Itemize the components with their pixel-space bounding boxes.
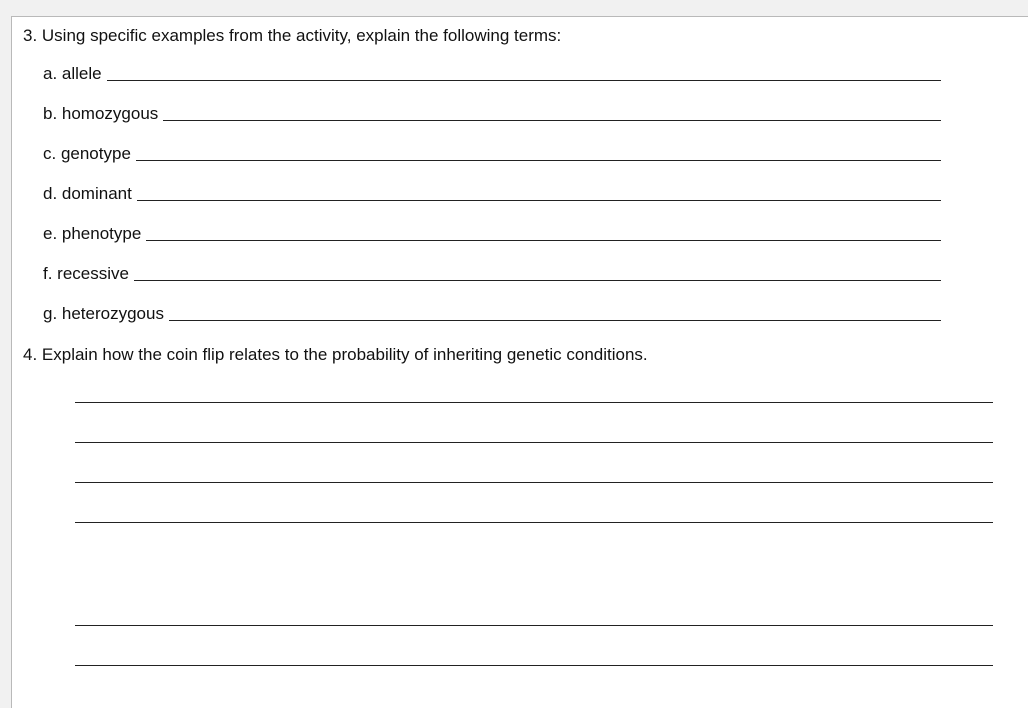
term-label: c. genotype [43,144,131,163]
answer-blank[interactable] [137,200,941,201]
term-label: b. homozygous [43,104,159,123]
answer-line[interactable] [75,442,993,443]
term-heterozygous [43,304,941,324]
answer-blank[interactable] [136,160,941,161]
answer-line[interactable] [75,522,993,523]
term-homozygous [43,104,941,124]
term-label: f. recessive [43,264,129,283]
answer-line[interactable] [75,482,993,483]
worksheet-page [11,16,1028,708]
answer-blank[interactable] [169,320,941,321]
answer-blank[interactable] [107,80,941,81]
answer-blank[interactable] [163,120,941,121]
term-dominant [43,184,941,204]
answer-line[interactable] [75,402,993,403]
term-label: a. allele [43,64,102,83]
term-label: d. dominant [43,184,132,203]
answer-line[interactable] [75,665,993,666]
term-genotype [43,144,941,164]
term-label: g. heterozygous [43,304,164,323]
answer-blank[interactable] [134,280,941,281]
answer-line[interactable] [75,625,993,626]
question-4-prompt: 4. Explain how the coin flip relates to the probability of inheriting genetic conditions. [23,345,648,364]
term-recessive [43,264,941,284]
term-allele [43,64,941,84]
question-3-prompt: 3. Using specific examples from the activity, explain the following terms: [23,26,562,45]
term-label: e. phenotype [43,224,142,243]
term-phenotype [43,224,941,244]
answer-blank[interactable] [146,240,941,241]
